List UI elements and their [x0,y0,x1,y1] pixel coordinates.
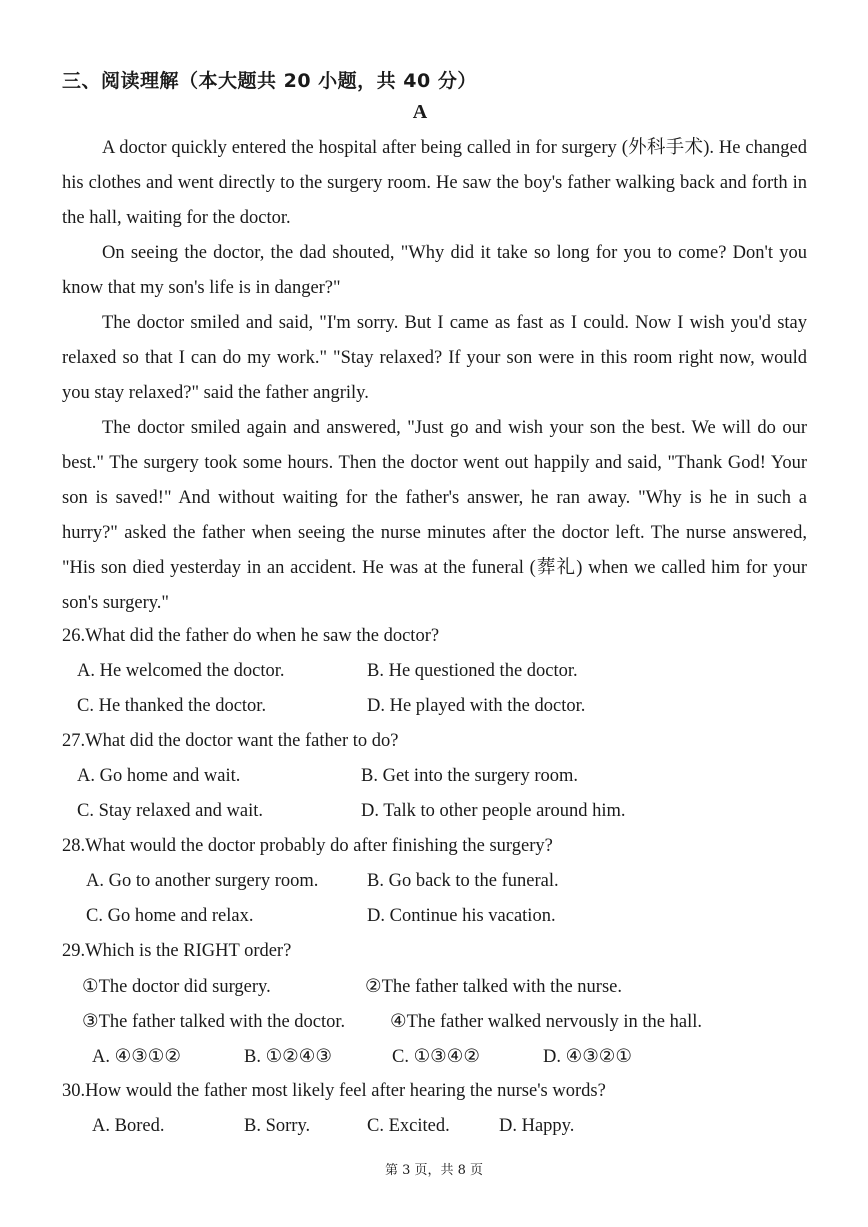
passage-paragraph: A doctor quickly entered the hospital after being called in for surgery (外科手术). He changed his clothes and went directly to the surgery room. He saw the boy's father walking back and forth in the hall, waiting for the doctor. [62,138,807,228]
question-29-event-1: ①The doctor did surgery. [82,977,271,997]
passage-paragraph: The doctor smiled and said, "I'm sorry. But I came as fast as I could. Now I wish you'd stay relaxed so that I can do my work." "Stay relaxed? If your son were in this room right now, would you stay relaxed?" said the father angrily. [62,313,807,403]
question-30-option-c: C. Excited. [367,1116,450,1136]
question-30-stem: 30.How would the father most likely feel after hearing the nurse's words? [62,1081,606,1101]
question-28-stem: 28.What would the doctor probably do after finishing the surgery? [62,836,553,856]
question-26-option-b: B. He questioned the doctor. [367,661,578,681]
question-29-stem: 29.Which is the RIGHT order? [62,941,292,961]
section-title: 三、阅读理解（本大题共 20 小题，共 40 分） [62,70,477,92]
question-27-option-a: A. Go home and wait. [77,766,241,786]
question-29-event-3: ③The father talked with the doctor. [82,1012,346,1032]
question-30-option-b: B. Sorry. [244,1116,311,1136]
reading-passage [62,131,807,621]
question-26-stem: 26.What did the father do when he saw the doctor? [62,626,440,646]
question-26-option-c: C. He thanked the doctor. [77,696,267,716]
question-28-option-d: D. Continue his vacation. [367,906,556,926]
question-28-option-c: C. Go home and relax. [86,906,254,926]
question-29-event-2: ②The father talked with the nurse. [365,977,622,997]
question-26-option-d: D. He played with the doctor. [367,696,586,716]
question-27-option-c: C. Stay relaxed and wait. [77,801,263,821]
question-29-option-b: B. ①②④③ [244,1047,332,1067]
question-26-option-a: A. He welcomed the doctor. [77,661,285,681]
question-30-option-a: A. Bored. [92,1116,165,1136]
question-27-option-d: D. Talk to other people around him. [361,801,626,821]
question-29-option-d: D. ④③②① [543,1047,632,1067]
question-29-option-a: A. ④③①② [92,1047,181,1067]
question-30-option-d: D. Happy. [499,1116,575,1136]
question-28-option-b: B. Go back to the funeral. [367,871,559,891]
question-29-event-4: ④The father walked nervously in the hall. [390,1012,702,1032]
passage-label: A [412,101,428,123]
question-27-stem: 27.What did the doctor want the father to do? [62,731,399,751]
page-footer: 第 3 页，共 8 页 [384,1163,484,1178]
question-28-option-a: A. Go to another surgery room. [86,871,319,891]
question-27-option-b: B. Get into the surgery room. [361,766,579,786]
passage-paragraph: The doctor smiled again and answered, "Just go and wish your son the best. We will do our best." The surgery took some hours. Then the doctor went out happily and said, "Thank God! Your son is saved!" And without waiting for the father's answer, he ran away. "Why is he in such a hurry?" asked the father when seeing the nurse minutes after the doctor left. The nurse answered, "His son died yesterday in an accident. He was at the funeral (葬礼) when we called him for your son's surgery." [62,418,807,613]
passage-paragraph: On seeing the doctor, the dad shouted, "Why did it take so long for you to come? Don't you know that my son's life is in danger?" [62,243,807,298]
question-29-option-c: C. ①③④② [392,1047,480,1067]
